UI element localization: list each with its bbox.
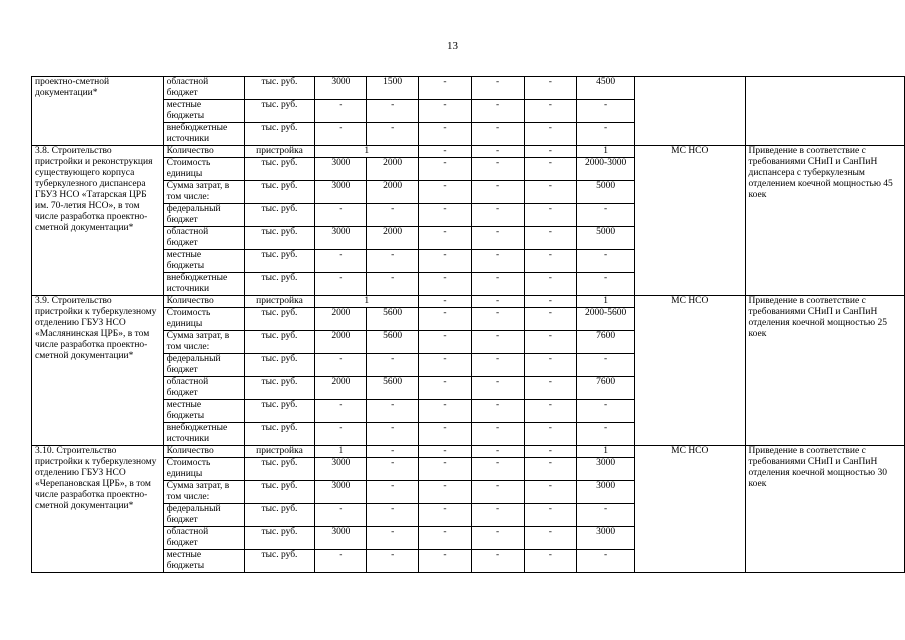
value-cell: - (471, 296, 524, 308)
total-cell: - (577, 400, 635, 423)
value-cell: - (471, 204, 524, 227)
unit-cell: тыс. руб. (244, 204, 315, 227)
total-cell: - (577, 273, 635, 296)
value-cell: - (419, 204, 472, 227)
value-cell: - (471, 77, 524, 100)
unit-cell: тыс. руб. (244, 308, 315, 331)
value-cell: - (471, 354, 524, 377)
row-label: Сумма затрат, в том числе: (163, 481, 244, 504)
row-label: Сумма затрат, в том числе: (163, 181, 244, 204)
value-cell: - (471, 481, 524, 504)
value-cell: - (367, 273, 419, 296)
row-label: областной бюджет (163, 527, 244, 550)
row-label: Количество (163, 446, 244, 458)
value-cell: - (524, 100, 577, 123)
executor-cell: МС НСО (635, 146, 745, 296)
row-label: внебюджетные источники (163, 273, 244, 296)
value-cell: 3000 (315, 158, 367, 181)
value-cell: - (419, 377, 472, 400)
total-cell: 5000 (577, 181, 635, 204)
value-cell: - (419, 481, 472, 504)
value-cell: - (471, 446, 524, 458)
value-cell: - (524, 446, 577, 458)
unit-cell: тыс. руб. (244, 227, 315, 250)
value-cell: - (524, 123, 577, 146)
value-cell: - (315, 400, 367, 423)
row-label: Количество (163, 296, 244, 308)
total-cell: 7600 (577, 331, 635, 354)
value-cell: - (524, 423, 577, 446)
row-label: местные бюджеты (163, 400, 244, 423)
total-cell: 7600 (577, 377, 635, 400)
value-cell: - (471, 158, 524, 181)
project-title: 3.8. Строительство пристройки и реконструкция существующего корпуса туберкулезного диспансера ГБУЗ НСО «Татарская ЦРБ им. 70-летия НСО», в том числе разработка проектно-сметной документации* (32, 146, 164, 296)
row-label: внебюджетные источники (163, 123, 244, 146)
value-cell: - (524, 146, 577, 158)
row-label: областной бюджет (163, 227, 244, 250)
value-cell: - (419, 77, 472, 100)
value-cell: - (524, 331, 577, 354)
value-cell: - (315, 204, 367, 227)
row-label: федеральный бюджет (163, 354, 244, 377)
total-cell: - (577, 354, 635, 377)
executor-cell: МС НСО (635, 446, 745, 573)
total-cell: 3000 (577, 481, 635, 504)
value-cell: - (419, 331, 472, 354)
value-cell: 1 (315, 296, 419, 308)
unit-cell: тыс. руб. (244, 504, 315, 527)
value-cell: - (471, 123, 524, 146)
value-cell: - (419, 296, 472, 308)
value-cell: - (524, 400, 577, 423)
total-cell: 3000 (577, 458, 635, 481)
value-cell: - (471, 250, 524, 273)
value-cell: - (471, 308, 524, 331)
value-cell: - (367, 458, 419, 481)
value-cell: - (315, 550, 367, 573)
value-cell: - (524, 204, 577, 227)
value-cell: - (315, 100, 367, 123)
unit-cell: тыс. руб. (244, 181, 315, 204)
value-cell: - (524, 308, 577, 331)
value-cell: - (471, 273, 524, 296)
value-cell: - (315, 504, 367, 527)
value-cell: - (471, 100, 524, 123)
value-cell: - (419, 250, 472, 273)
value-cell: - (315, 123, 367, 146)
unit-cell: тыс. руб. (244, 77, 315, 100)
unit-cell: тыс. руб. (244, 250, 315, 273)
value-cell: 1500 (367, 77, 419, 100)
project-title: 3.10. Строительство пристройки к туберкулезному отделению ГБУЗ НСО «Черепановская ЦРБ», в том числе разработка проектно-сметной документации* (32, 446, 164, 573)
value-cell: - (419, 158, 472, 181)
page-number: 13 (447, 40, 458, 52)
unit-cell: тыс. руб. (244, 331, 315, 354)
value-cell: - (471, 400, 524, 423)
value-cell: - (367, 250, 419, 273)
row-label: областной бюджет (163, 377, 244, 400)
row-label: внебюджетные источники (163, 423, 244, 446)
row-label: местные бюджеты (163, 100, 244, 123)
value-cell: - (367, 100, 419, 123)
value-cell: - (367, 123, 419, 146)
unit-cell: тыс. руб. (244, 458, 315, 481)
value-cell: - (367, 423, 419, 446)
value-cell: - (524, 77, 577, 100)
unit-cell: тыс. руб. (244, 158, 315, 181)
total-cell: 1 (577, 146, 635, 158)
row-label: Количество (163, 146, 244, 158)
total-cell: - (577, 204, 635, 227)
value-cell: - (471, 423, 524, 446)
row-label: федеральный бюджет (163, 204, 244, 227)
value-cell: - (471, 377, 524, 400)
value-cell: - (419, 181, 472, 204)
executor-cell (635, 77, 745, 146)
value-cell: 5600 (367, 308, 419, 331)
value-cell: - (471, 227, 524, 250)
row-label: Стоимость единицы (163, 458, 244, 481)
total-cell: 1 (577, 296, 635, 308)
total-cell: - (577, 504, 635, 527)
executor-cell: МС НСО (635, 296, 745, 446)
row-label: федеральный бюджет (163, 504, 244, 527)
table-row (32, 77, 905, 100)
value-cell: 2000 (367, 227, 419, 250)
row-label: областной бюджет (163, 77, 244, 100)
value-cell: - (315, 423, 367, 446)
value-cell: - (419, 458, 472, 481)
unit-cell: тыс. руб. (244, 273, 315, 296)
value-cell: - (419, 504, 472, 527)
value-cell: - (419, 400, 472, 423)
unit-cell: пристройка (244, 146, 315, 158)
total-cell: - (577, 550, 635, 573)
value-cell: - (367, 504, 419, 527)
value-cell: - (419, 227, 472, 250)
value-cell: - (315, 273, 367, 296)
project-title: проектно-сметной документации* (32, 77, 164, 146)
value-cell: - (419, 100, 472, 123)
table-row (32, 446, 905, 458)
value-cell: 3000 (315, 227, 367, 250)
project-title: 3.9. Строительство пристройки к туберкулезному отделению ГБУЗ НСО «Маслянинская ЦРБ», в том числе разработка проектно-сметной документации* (32, 296, 164, 446)
result-cell: Приведение в соответствие с требованиями СНиП и СанПиН отделения коечной мощностью 25 коек (745, 296, 905, 446)
unit-cell: тыс. руб. (244, 123, 315, 146)
row-label: местные бюджеты (163, 250, 244, 273)
value-cell: 3000 (315, 527, 367, 550)
value-cell: - (367, 354, 419, 377)
row-label: Стоимость единицы (163, 308, 244, 331)
value-cell: - (524, 377, 577, 400)
value-cell: - (524, 481, 577, 504)
value-cell: 1 (315, 146, 419, 158)
value-cell: - (471, 550, 524, 573)
unit-cell: тыс. руб. (244, 100, 315, 123)
total-cell: - (577, 100, 635, 123)
value-cell: - (524, 181, 577, 204)
value-cell: - (367, 204, 419, 227)
value-cell: - (524, 296, 577, 308)
value-cell: - (367, 446, 419, 458)
value-cell: 2000 (315, 308, 367, 331)
value-cell: - (524, 273, 577, 296)
value-cell: 2000 (315, 331, 367, 354)
unit-cell: тыс. руб. (244, 400, 315, 423)
value-cell: 3000 (315, 181, 367, 204)
value-cell: - (524, 250, 577, 273)
total-cell: 3000 (577, 527, 635, 550)
value-cell: - (471, 527, 524, 550)
total-cell: 2000-5600 (577, 308, 635, 331)
value-cell: - (367, 550, 419, 573)
value-cell: - (419, 308, 472, 331)
value-cell: - (419, 446, 472, 458)
value-cell: - (524, 527, 577, 550)
value-cell: - (419, 550, 472, 573)
table-row (32, 296, 905, 308)
value-cell: - (524, 158, 577, 181)
row-label: местные бюджеты (163, 550, 244, 573)
value-cell: - (524, 550, 577, 573)
value-cell: - (367, 481, 419, 504)
value-cell: - (471, 331, 524, 354)
value-cell: - (315, 354, 367, 377)
value-cell: - (419, 146, 472, 158)
unit-cell: тыс. руб. (244, 481, 315, 504)
total-cell: 2000-3000 (577, 158, 635, 181)
total-cell: 1 (577, 446, 635, 458)
value-cell: 3000 (315, 77, 367, 100)
value-cell: - (471, 504, 524, 527)
value-cell: - (315, 250, 367, 273)
value-cell: 3000 (315, 458, 367, 481)
value-cell: - (471, 458, 524, 481)
value-cell: - (419, 123, 472, 146)
unit-cell: тыс. руб. (244, 377, 315, 400)
total-cell: 5000 (577, 227, 635, 250)
unit-cell: пристройка (244, 446, 315, 458)
value-cell: 2000 (315, 377, 367, 400)
value-cell: - (367, 400, 419, 423)
value-cell: - (471, 146, 524, 158)
value-cell: - (367, 527, 419, 550)
unit-cell: тыс. руб. (244, 354, 315, 377)
result-cell (745, 77, 905, 146)
value-cell: - (419, 423, 472, 446)
value-cell: - (524, 458, 577, 481)
total-cell: - (577, 123, 635, 146)
value-cell: 1 (315, 446, 367, 458)
value-cell: 2000 (367, 181, 419, 204)
unit-cell: пристройка (244, 296, 315, 308)
value-cell: - (419, 354, 472, 377)
total-cell: 4500 (577, 77, 635, 100)
value-cell: - (524, 504, 577, 527)
unit-cell: тыс. руб. (244, 527, 315, 550)
value-cell: 2000 (367, 158, 419, 181)
result-cell: Приведение в соответствие с требованиями СНиП и СанПиН отделения коечной мощностью 30 коек (745, 446, 905, 573)
result-cell: Приведение в соответствие с требованиями СНиП и СанПиН диспансера с туберкулезным отделением коечной мощностью 45 коек (745, 146, 905, 296)
total-cell: - (577, 423, 635, 446)
value-cell: - (524, 354, 577, 377)
total-cell: - (577, 250, 635, 273)
value-cell: - (419, 527, 472, 550)
value-cell: - (419, 273, 472, 296)
table-row (32, 146, 905, 158)
row-label: Сумма затрат, в том числе: (163, 331, 244, 354)
unit-cell: тыс. руб. (244, 423, 315, 446)
budget-table (31, 76, 905, 573)
row-label: Стоимость единицы (163, 158, 244, 181)
value-cell: - (524, 227, 577, 250)
value-cell: - (471, 181, 524, 204)
unit-cell: тыс. руб. (244, 550, 315, 573)
value-cell: 5600 (367, 331, 419, 354)
value-cell: 5600 (367, 377, 419, 400)
value-cell: 3000 (315, 481, 367, 504)
